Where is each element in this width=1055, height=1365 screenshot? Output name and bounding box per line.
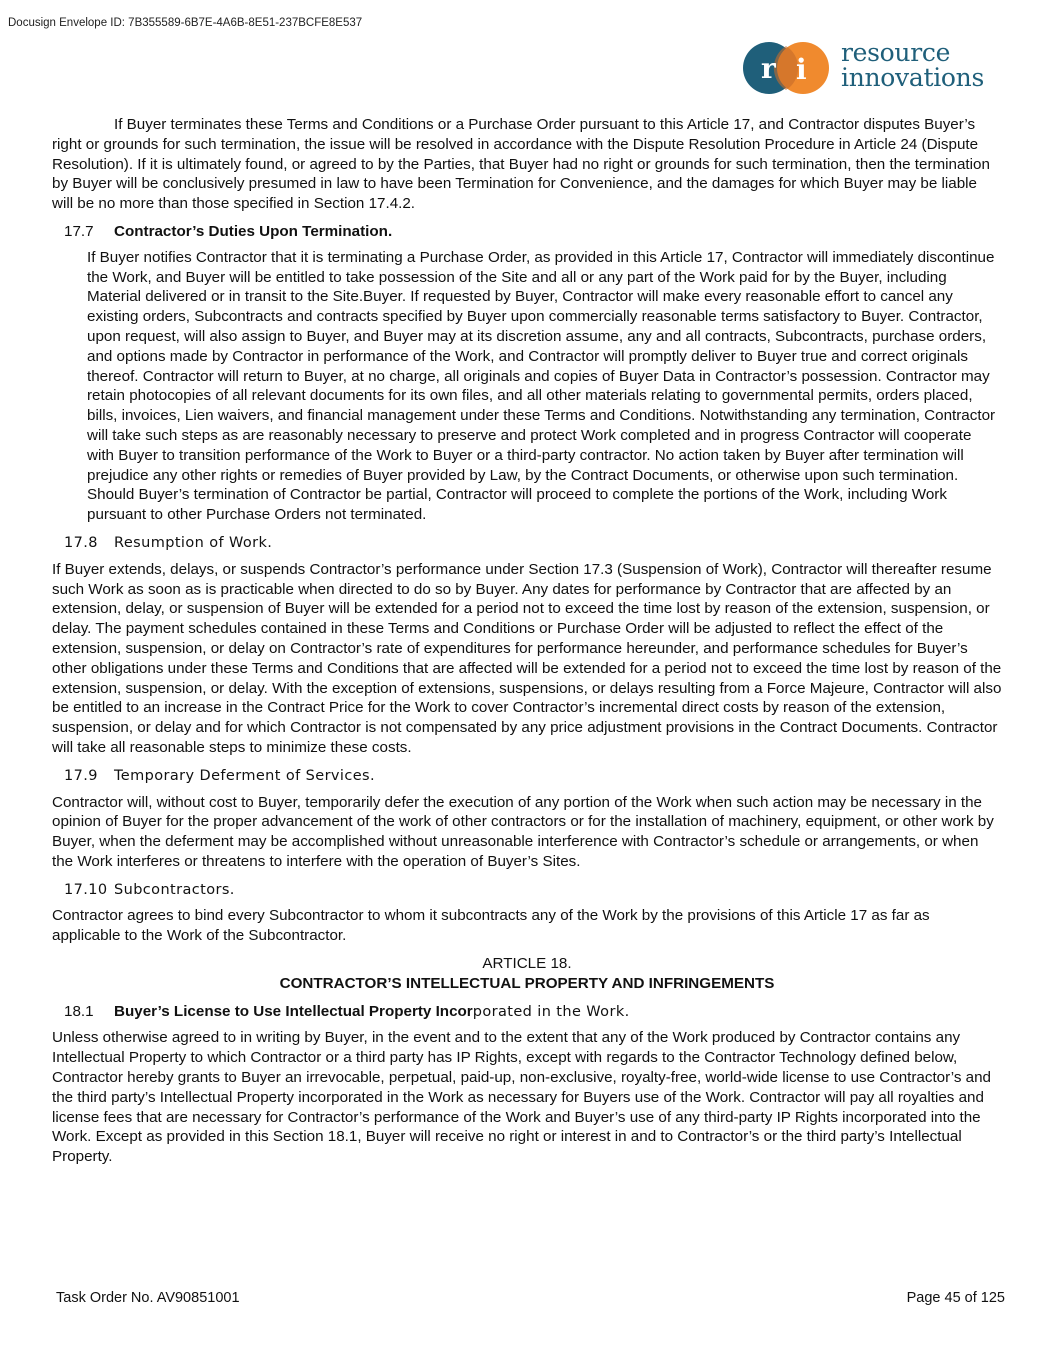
section-title: Contractor’s Duties Upon Termination. [114, 222, 393, 240]
article-number: ARTICLE 18. [482, 955, 572, 973]
section-number: 17.10 [64, 881, 108, 898]
section-17-8-heading [64, 533, 1002, 554]
section-18-1-body: Unless otherwise agreed to in writing by Buyer, in the event and to the extent that any of the Work produced by Contractor contains any Intellectual Property to which Contractor or a third party has IP Rights, except with regards to the Contractor Technology defined below, Contractor hereby grants to Buyer an irrevocable, perpetual, paid-up, non-exclusive, royalty-free, world-wide license to use Contractor’s and the third party’s Intellectual Property incorporated in the Work as necessary for Buyers use of the Work. Contractor will pay all royalties and license fees that are necessary for Contractor’s performance of the Work and Buyer’s use of any third-party IP Rights incorporated into the Work. Except as provided in this Section 18.1, Buyer will receive no right or interest in and to Contractor’s or the third party’s Intellectual Property. [52, 1029, 992, 1166]
section-18-1-heading [64, 1002, 1002, 1023]
logo-text-line1: resource [841, 38, 951, 67]
section-17-10-body: Contractor agrees to bind every Subcontractor to whom it subcontracts any of the Work by the provisions of this Article 17 as far as applicable to the Work of the Subcontractor. [52, 907, 930, 945]
svg-text:r: r [761, 52, 776, 85]
section-number: 18.1 [64, 1002, 94, 1020]
section-title: Temporary Deferment of Services. [114, 767, 375, 784]
footer-task-order: Task Order No. AV90851001 [56, 1290, 240, 1306]
section-title: Subcontractors. [114, 881, 235, 898]
article-18-heading [52, 954, 1002, 994]
logo-mark-icon [741, 40, 833, 96]
section-17-7-body: If Buyer notifies Contractor that it is terminating a Purchase Order, as provided in this Article 17, Contractor will immediately discontinue the Work, and Buyer will be entitled to take possession of the Site and all or any part of the Work paid for by the Buyer, including Material delivered or in transit to the Site.Buyer. If requested by Buyer, Contractor will make every reasonable effort to cancel any existing orders, Subcontracts and contracts specified by Buyer upon commercially reasonable terms satisfactory to Buyer. Contractor, upon request, will also assign to Buyer, and Buyer may at its discretion assume, any and all contracts, Subcontracts, purchase orders, and options made by Contractor in performance of the Work, and Contractor will promptly deliver to Buyer true and correct originals thereof. Contractor will return to Buyer, at no charge, all originals and copies of Buyer Data in Contractor’s possession. Contractor may retain photocopies of all relevant documents for its own files, and all other materials relating to governmental permits, orders placed, bills, invoices, Lien waivers, and financial management under these Terms and Conditions. Notwithstanding any termination, Contractor will take such steps as are reasonably necessary to preserve and protect Work completed and in progress Contractor will cooperate with Buyer to transition performance of the Work to Buyer or a third-party contractor. No action taken by Buyer after termination will prejudice any other rights or remedies of Buyer provided by Law, by the Contract Documents, or otherwise upon such termination. Should Buyer’s termination of Contractor be partial, Contractor will proceed to complete the portions of the Work, including Work pursuant to other Purchase Orders not terminated. [87, 248, 996, 524]
resource-innovations-logo [741, 40, 1011, 96]
logo-text-line2: innovations [841, 63, 985, 92]
section-title-rest: porated in the Work. [472, 1003, 630, 1020]
svg-text:i: i [796, 53, 807, 86]
section-number: 17.7 [64, 222, 94, 240]
intro-paragraph: If Buyer terminates these Terms and Conditions or a Purchase Order pursuant to this Article 17, and Contractor disputes Buyer’s right or grounds for such termination, the issue will be resolved in accordance with the Dispute Resolution Procedure in Article 24 (Dispute Resolution). If it is ultimately found, or agreed to by the Parties, that Buyer had no right or grounds for such termination, then the termination by Buyer will be conclusively presumed in law to have been Termination for Convenience, and the damages for which Buyer may be liable will be no more than those specified in Section 17.4.2. [52, 116, 990, 213]
section-17-9-body: Contractor will, without cost to Buyer, temporarily defer the execution of any portion of the Work when such action may be necessary in the opinion of Buyer for the proper advancement of the work of other contractors or for the installation of machinery, equipment, or other work by Buyer, when the deferment may be accomplished without unreasonable interference with Contractor’s schedule or arrangements, or when the Work interferes or threatens to interfere with the operation of Buyer’s Sites. [52, 793, 994, 870]
section-number: 17.9 [64, 767, 98, 784]
docusign-envelope-id: Docusign Envelope ID: 7B355589-6B7E-4A6B-8E51-237BCFE8E537 [8, 17, 363, 29]
section-17-9-heading [64, 766, 1002, 787]
section-17-10-heading [64, 880, 1002, 901]
section-number: 17.8 [64, 534, 98, 551]
document-body [52, 115, 1002, 1167]
section-17-7-heading [64, 222, 1002, 242]
section-title-bold: Buyer’s License to Use Intellectual Property Incor [114, 1002, 473, 1020]
section-17-8-body: If Buyer extends, delays, or suspends Contractor’s performance under Section 17.3 (Suspension of Work), Contractor will thereafter resume such Work as soon as is practicable when directed to do so by Buyer. Any dates for performance by Contractor that are affected by an extension, delay, or suspension of Buyer will be extended for a period not to exceed the time lost by reason of the extension, suspension, or delay. The payment schedules contained in these Terms and Conditions or Purchase Order will be adjusted to reflect the effect of the extension, suspension, or delay on Contractor’s rate of expenditures for performance hereunder, and performance schedules for Buyer’s other obligations under these Terms and Conditions that are affected will be extended for a period not to exceed the time lost by reason of the extension, suspension, or delay. With the exception of extensions, suspensions, or delays resulting from a Force Majeure, Contractor will also be entitled to an increase in the Contract Price for the Work to cover Contractor’s incremental direct costs by reason of the extension, suspension, or delay and for which Contractor is not compensated by any price adjustment provisions in the Contract Documents. Contractor will take all reasonable steps to minimize these costs. [52, 560, 1002, 756]
footer-page-number: Page 45 of 125 [906, 1290, 1005, 1306]
section-title: Resumption of Work. [114, 534, 273, 551]
article-title: CONTRACTOR’S INTELLECTUAL PROPERTY AND INFRINGEMENTS [279, 974, 775, 992]
